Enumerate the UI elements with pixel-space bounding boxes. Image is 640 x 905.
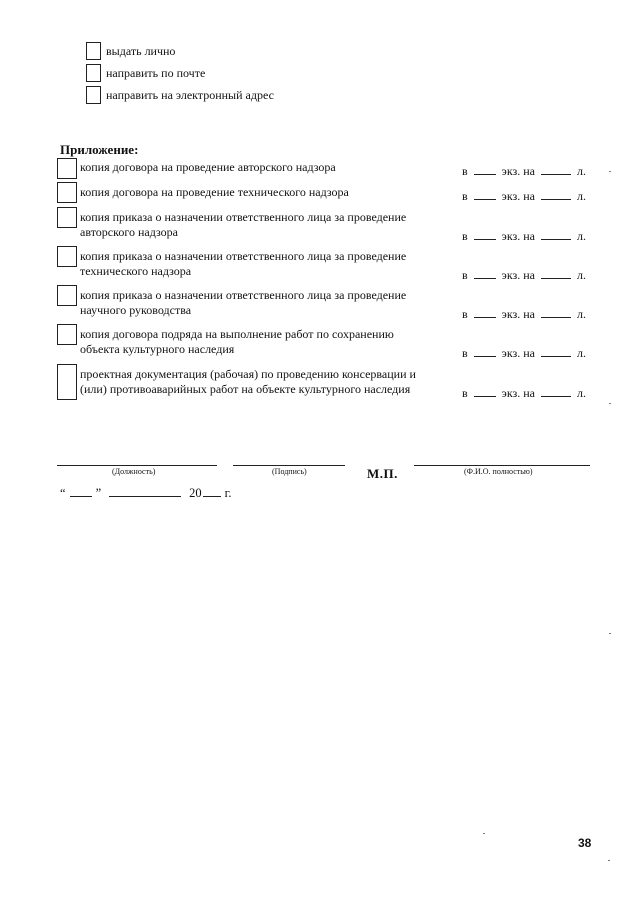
qty-pages-label: л.	[576, 229, 586, 243]
attachment-text-line1: копия договора на проведение технического надзора	[80, 185, 349, 199]
attachment-quantity	[462, 188, 586, 204]
delivery-checkbox-post[interactable]	[86, 64, 101, 82]
year-blank[interactable]	[203, 485, 221, 497]
date-close-quote: ”	[95, 486, 102, 500]
copies-blank[interactable]	[474, 188, 496, 200]
qty-copies-label: экз. на	[501, 164, 535, 178]
attachment-text-line2: авторского надзора	[80, 225, 178, 239]
stamp-placeholder: М.П.	[367, 466, 398, 481]
qty-pages-label: л.	[576, 386, 586, 400]
attachment-quantity	[462, 163, 586, 179]
qty-prefix: в	[462, 268, 468, 282]
pages-blank[interactable]	[541, 163, 571, 175]
attachment-quantity	[462, 345, 586, 361]
day-blank[interactable]	[70, 485, 92, 497]
qty-pages-label: л.	[576, 307, 586, 321]
signature-line[interactable]	[233, 465, 345, 466]
scan-speck	[609, 403, 611, 404]
date-line	[60, 485, 231, 501]
attachment-quantity	[462, 228, 586, 244]
attachment-checkbox[interactable]	[57, 364, 77, 400]
pages-blank[interactable]	[541, 267, 571, 279]
attachment-text-line2: научного руководства	[80, 303, 192, 317]
scan-speck	[609, 171, 611, 172]
attachment-checkbox[interactable]	[57, 182, 77, 203]
qty-pages-label: л.	[576, 268, 586, 282]
position-line[interactable]	[57, 465, 217, 466]
attachment-quantity	[462, 306, 586, 322]
qty-copies-label: экз. на	[501, 268, 535, 282]
attachment-quantity	[462, 385, 586, 401]
pages-blank[interactable]	[541, 188, 571, 200]
qty-prefix: в	[462, 189, 468, 203]
copies-blank[interactable]	[474, 163, 496, 175]
attachment-text-line1: копия договора подряда на выполнение работ по сохранению	[80, 327, 394, 341]
attachment-checkbox[interactable]	[57, 207, 77, 228]
attachments-heading: Приложение:	[60, 142, 139, 157]
scan-speck	[609, 633, 611, 634]
attachment-text-line1: копия приказа о назначении ответственного лица за проведение	[80, 288, 407, 302]
position-caption: (Должность)	[112, 467, 156, 476]
copies-blank[interactable]	[474, 267, 496, 279]
attachment-checkbox[interactable]	[57, 158, 77, 179]
attachment-text-line1: копия приказа о назначении ответственного лица за проведение	[80, 210, 407, 224]
copies-blank[interactable]	[474, 228, 496, 240]
qty-pages-label: л.	[576, 346, 586, 360]
qty-prefix: в	[462, 229, 468, 243]
attachment-checkbox[interactable]	[57, 324, 77, 345]
attachment-text-line1: проектная документация (рабочая) по проведению консервации и	[80, 367, 416, 381]
copies-blank[interactable]	[474, 385, 496, 397]
attachment-checkbox[interactable]	[57, 285, 77, 306]
date-suffix: г.	[224, 486, 232, 500]
attachment-text-line1: копия договора на проведение авторского надзора	[80, 160, 336, 174]
qty-prefix: в	[462, 386, 468, 400]
pages-blank[interactable]	[541, 345, 571, 357]
month-blank[interactable]	[109, 485, 181, 497]
copies-blank[interactable]	[474, 345, 496, 357]
pages-blank[interactable]	[541, 306, 571, 318]
attachment-text-line1: копия приказа о назначении ответственного лица за проведение	[80, 249, 407, 263]
date-year-prefix: 20	[189, 486, 202, 500]
qty-copies-label: экз. на	[501, 346, 535, 360]
delivery-checkbox-email[interactable]	[86, 86, 101, 104]
signature-caption: (Подпись)	[272, 467, 307, 476]
scan-speck	[608, 860, 610, 861]
qty-copies-label: экз. на	[501, 386, 535, 400]
attachment-text-line2: (или) противоаварийных работ на объекте культурного наследия	[80, 382, 411, 396]
qty-prefix: в	[462, 307, 468, 321]
attachment-quantity	[462, 267, 586, 283]
page-number: 38	[578, 836, 592, 850]
name-caption: (Ф.И.О. полностью)	[464, 467, 533, 476]
qty-copies-label: экз. на	[501, 307, 535, 321]
delivery-label-in-person: выдать лично	[106, 44, 176, 58]
pages-blank[interactable]	[541, 228, 571, 240]
qty-pages-label: л.	[576, 164, 586, 178]
copies-blank[interactable]	[474, 306, 496, 318]
delivery-label-email: направить на электронный адрес	[106, 88, 274, 102]
name-line[interactable]	[414, 465, 590, 466]
qty-copies-label: экз. на	[501, 189, 535, 203]
attachment-text-line2: объекта культурного наследия	[80, 342, 235, 356]
delivery-checkbox-in-person[interactable]	[86, 42, 101, 60]
attachment-checkbox[interactable]	[57, 246, 77, 267]
pages-blank[interactable]	[541, 385, 571, 397]
qty-copies-label: экз. на	[501, 229, 535, 243]
delivery-label-post: направить по почте	[106, 66, 206, 80]
scan-speck	[483, 833, 485, 834]
attachment-text-line2: технического надзора	[80, 264, 192, 278]
qty-pages-label: л.	[576, 189, 586, 203]
qty-prefix: в	[462, 346, 468, 360]
date-open-quote: “	[60, 486, 66, 500]
qty-prefix: в	[462, 164, 468, 178]
